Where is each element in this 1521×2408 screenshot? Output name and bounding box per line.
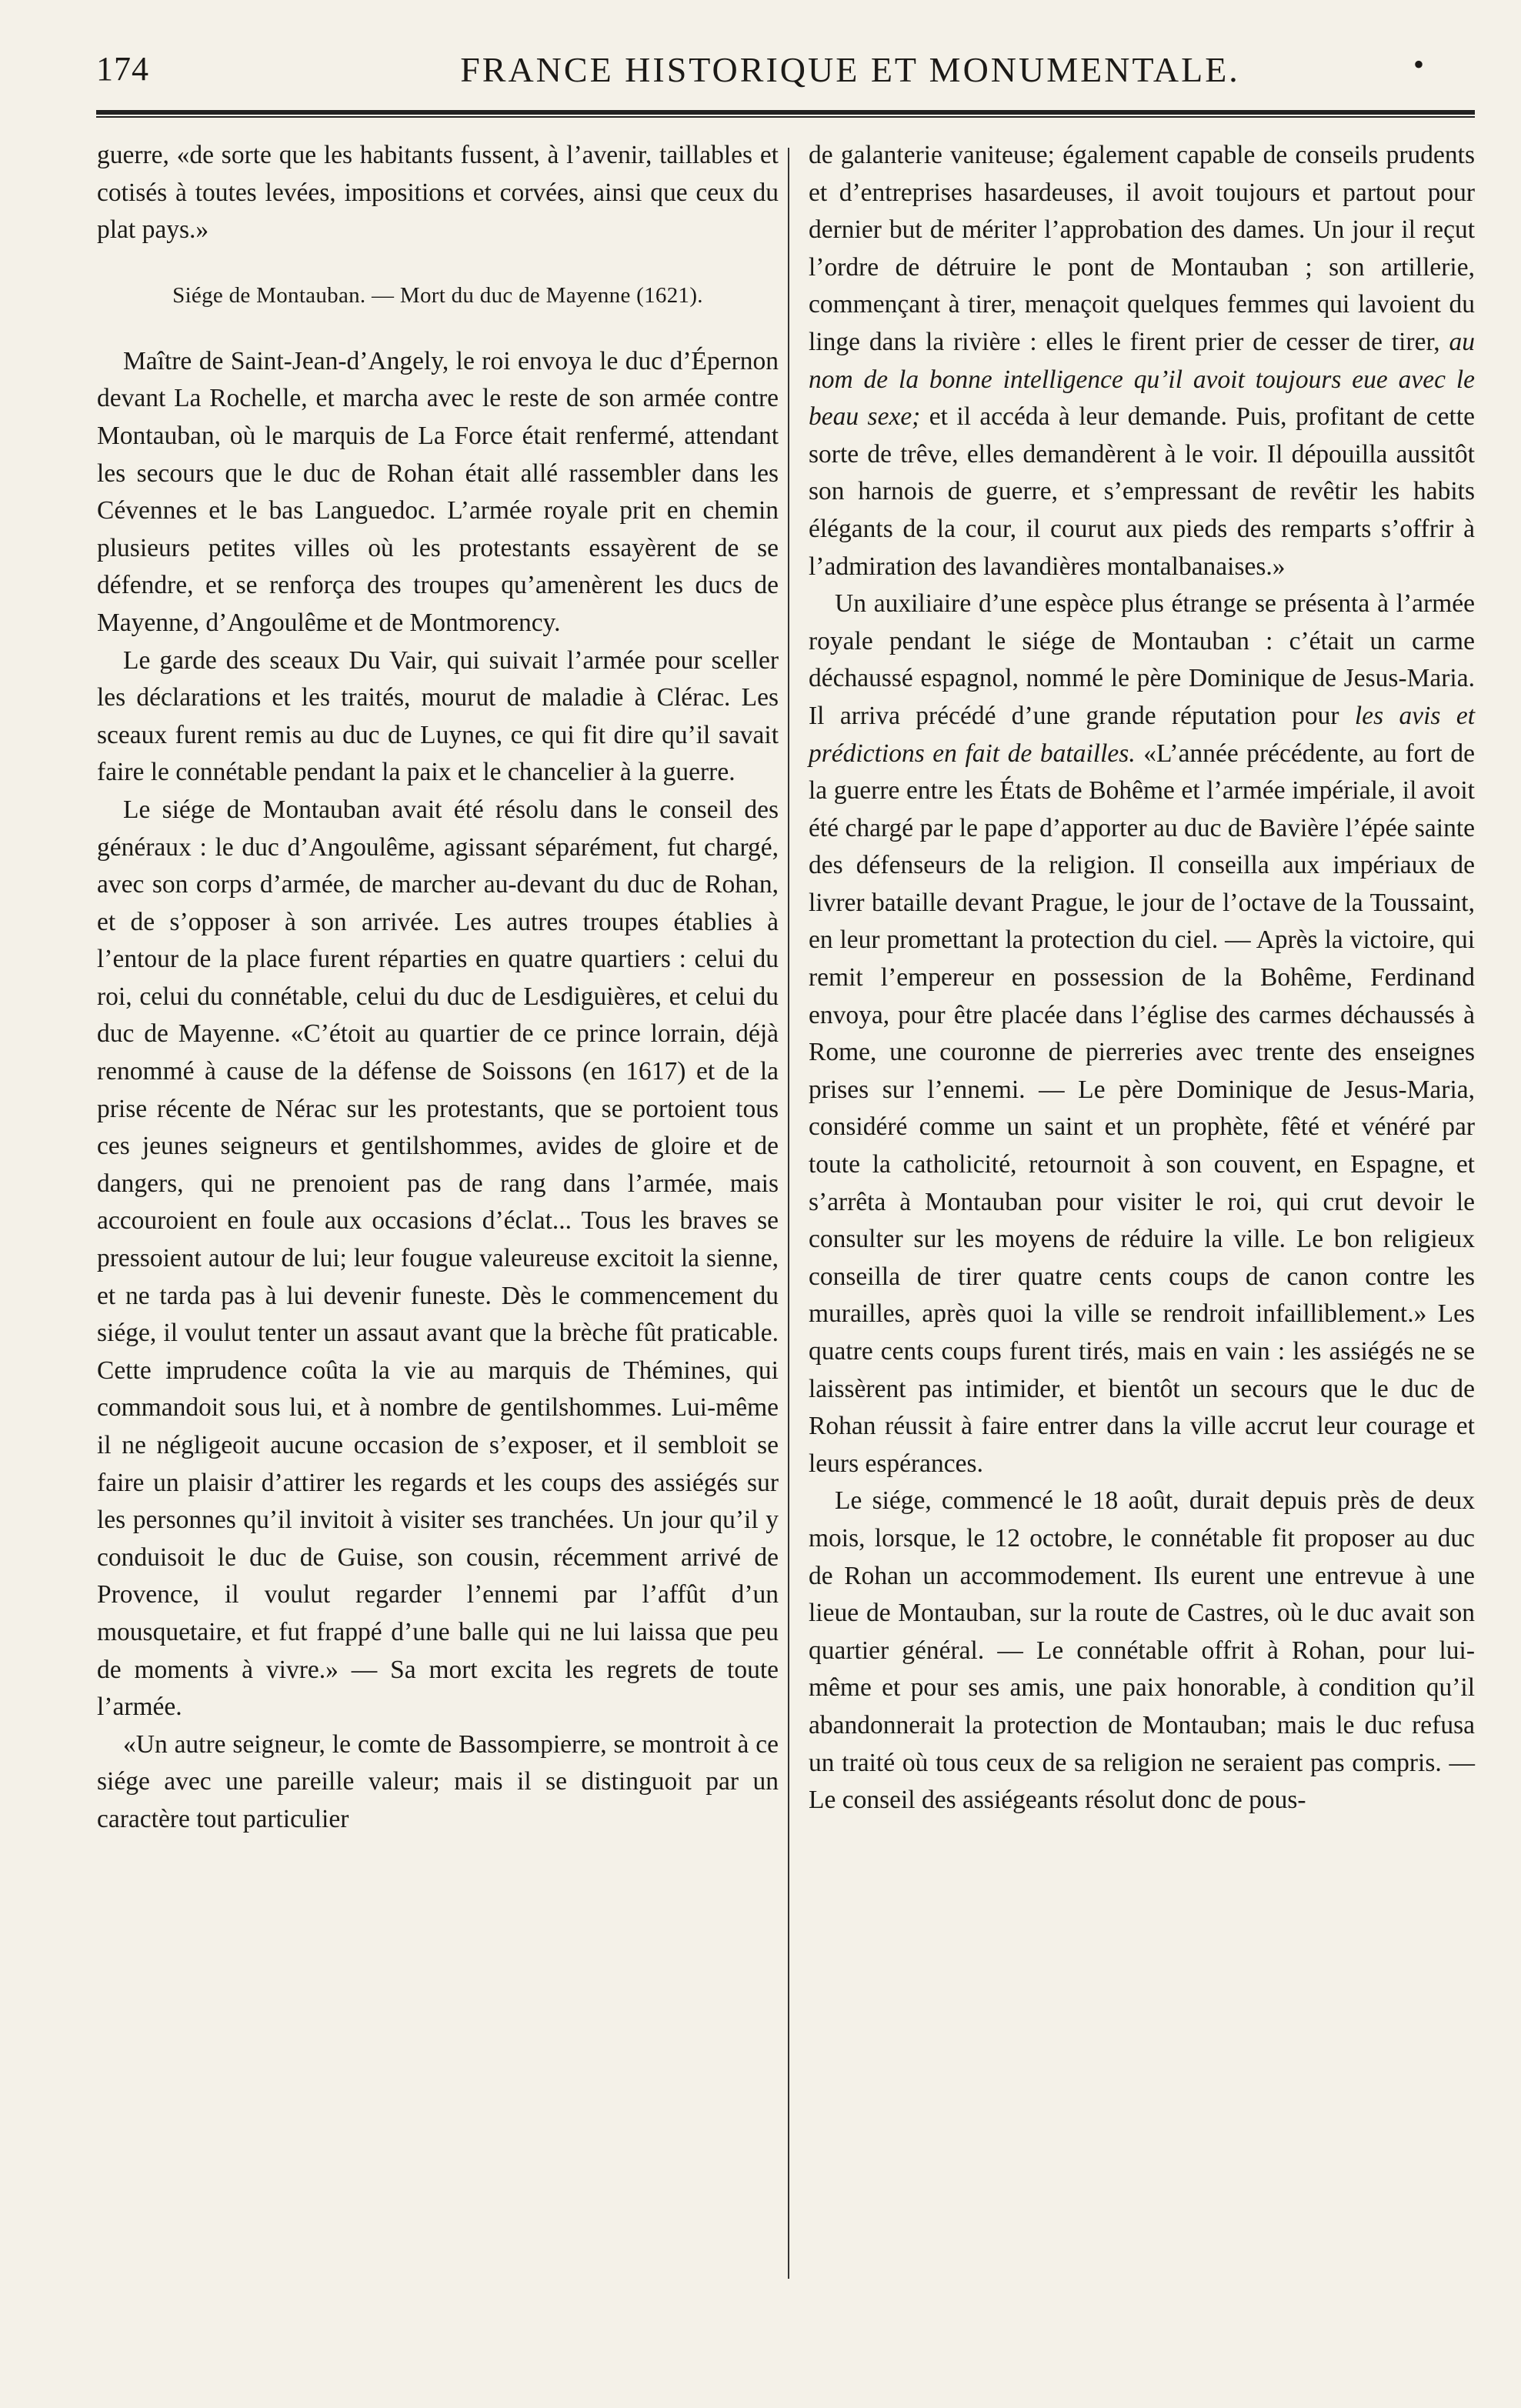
italic-quote: au nom de la bonne intelligence qu’il avoit toujours eue avec le beau sexe; <box>809 327 1475 432</box>
paragraph: guerre, «de sorte que les habitants fussent, à l’avenir, taillables et cotisés à toutes levées, impositions et corvées, ainsi que ceux du plat pays.» <box>97 141 779 245</box>
paragraph <box>809 137 1475 585</box>
header-mark: • <box>1413 47 1425 82</box>
text-run: Un auxiliaire d’une espèce plus étrange se présenta à l’armée royale pendant le siége de Montauban : c’était un carme déchaussé espagnol, nommé le père Dominique de Jesus-Maria. Il arriva précédé d’une grande réputation pour <box>809 589 1475 730</box>
header-rule <box>96 110 1475 118</box>
page-number: 174 <box>96 50 149 88</box>
left-column <box>97 137 779 1839</box>
paragraph: «Un autre seigneur, le comte de Bassompierre, se montroit à ce siége avec une pareille valeur; mais il se distinguoit par un caractère tout particulier <box>97 1729 779 1833</box>
text-run: «L’année précédente, au fort de la guerre entre les États de Bohême et l’armée impériale, il avoit été chargé par le pape d’apporter au duc de Bavière l’épée sainte des défenseurs de la religion. Il conseilla aux impériaux de livrer bataille devant Prague, le jour de l’octave de la Toussaint, en leur promettant la protection du ciel. — Après la victoire, qui remit l’empereur en possession de la Bohême, Ferdinand envoya, pour être placée dans l’église des carmes déchaussés à Rome, une couronne de pierreries avec trente des enseignes prises sur l’ennemi. — Le père Dominique de Jesus-Maria, considéré comme un saint et un prophète, fêté et vénéré par toute la catholicité, retournoit à son couvent, en Espagne, et s’arrêta à Montauban pour visiter le roi, qui crut devoir le consulter sur les moyens de réduire la ville. Le bon religieux conseilla de tirer quatre cents coups de canon contre les murailles, après quoi la ville se rendroit infailliblement.» Les quatre cents coups furent tirés, mais en vain : les assiégés ne se laissèrent pas intimider, et bientôt un secours que le duc de Rohan réussit à faire entrer dans la ville accrut leur courage et leurs espérances. <box>809 739 1476 1478</box>
text-run: de galanterie vaniteuse; également capable de conseils prudents et d’entreprises hasardeuses, il avoit toujours et partout pour dernier but de mériter l’approbation des dames. Un jour il reçut l’ordre de détruire le pont de Montauban ; son artillerie, commençant à tirer, menaçoit quelques femmes qui lavoient du linge dans la rivière : elles le firent prier de cesser de tirer, <box>809 141 1475 356</box>
paragraph: Maître de Saint-Jean-d’Angely, le roi envoya le duc d’Épernon devant La Rochelle, et marcha avec le reste de son armée contre Montauban, où le marquis de La Force était renfermé, attendant les secours que le duc de Rohan était allé rassembler dans les Cévennes et le bas Languedoc. L’armée royale prit en chemin plusieurs petites villes où les protestants essayèrent de se défendre, et se renforça des troupes qu’amenèrent les ducs de Mayenne, d’Angoulême et de Montmorency. <box>97 346 779 637</box>
running-title: FRANCE HISTORIQUE ET MONUMENTALE. <box>460 50 1240 89</box>
right-column <box>809 137 1475 1819</box>
column-divider <box>788 148 789 2279</box>
text-run: et il accéda à leur demande. Puis, profitant de cette sorte de trêve, elles demandèrent à le voir. Il dépouilla aussitôt son harnois de guerre, et s’empressant de revêtir les habits élégants de la cour, il courut aux pieds des remparts s’offrir à l’admiration des lavandières montalbanaises.» <box>809 402 1476 581</box>
paragraph: Le siége de Montauban avait été résolu dans le conseil des généraux : le duc d’Angoulême, agissant séparément, fut chargé, avec son corps d’armée, de marcher au-devant du duc de Rohan, et de s’opposer à son arrivée. Les autres troupes établies à l’entour de la place furent réparties en quatre quartiers : celui du roi, celui du connétable, celui du duc de Lesdiguières, et celui du duc de Mayenne. «C’étoit au quartier de ce prince lorrain, déjà renommé à cause de la défense de Soissons (en 1617) et de la prise récente de Nérac sur les protestants, que se portoient tous ces jeunes seigneurs et gentilshommes, avides de gloire et de dangers, qui ne prenoient pas de rang dans l’armée, mais accouroient en foule aux occasions d’éclat... Tous les braves se pressoient autour de lui; leur fougue valeureuse excitoit la sienne, et ne tarda pas à lui devenir funeste. Dès le commencement du siége, il voulut tenter un assaut avant que la brèche fût praticable. Cette imprudence coûta la vie au marquis de Thémines, qui commandoit sous lui, et à nombre de gentilshommes. Lui-même il ne négligeoit aucune occasion de s’exposer, et il sembloit se faire un plaisir d’attirer les regards et les coups des assiégés sur les personnes qu’il invitoit à visiter ses tranchées. Un jour qu’il y conduisoit le duc de Guise, son cousin, récemment arrivé de Provence, il voulut regarder l’ennemi par l’affût d’un mousquetaire, et fut frappé d’une balle qui ne lui laissa que peu de moments à vivre.» — Sa mort excita les regrets de toute l’armée. <box>97 795 779 1722</box>
paragraph <box>809 585 1475 1482</box>
page-header <box>96 45 1481 98</box>
paragraph: Le garde des sceaux Du Vair, qui suivait l’armée pour sceller les déclarations et les traités, mourut de maladie à Clérac. Les sceaux furent remis au duc de Luynes, ce qui fit dire qu’il savait faire le connétable pendant la paix et le chancelier à la guerre. <box>97 645 779 787</box>
paragraph: Le siége, commencé le 18 août, durait depuis près de deux mois, lorsque, le 12 octobre, le connétable fit proposer au duc de Rohan un accommodement. Ils eurent une entrevue à une lieue de Montauban, sur la route de Castres, où le duc avait son quartier général. — Le connétable offrit à Rohan, pour lui-même et pour ses amis, une paix honorable, à condition qu’il abandonnerait la protection de Montauban; mais le duc refusa un traité où tous ceux de sa religion ne seraient pas compris. — Le conseil des assiégeants résolut donc de pous- <box>809 1486 1475 1815</box>
italic-quote: les avis et prédictions en fait de batailles. <box>809 701 1476 768</box>
section-subtitle: Siége de Montauban. — Mort du duc de Mayenne (1621). <box>172 282 703 308</box>
